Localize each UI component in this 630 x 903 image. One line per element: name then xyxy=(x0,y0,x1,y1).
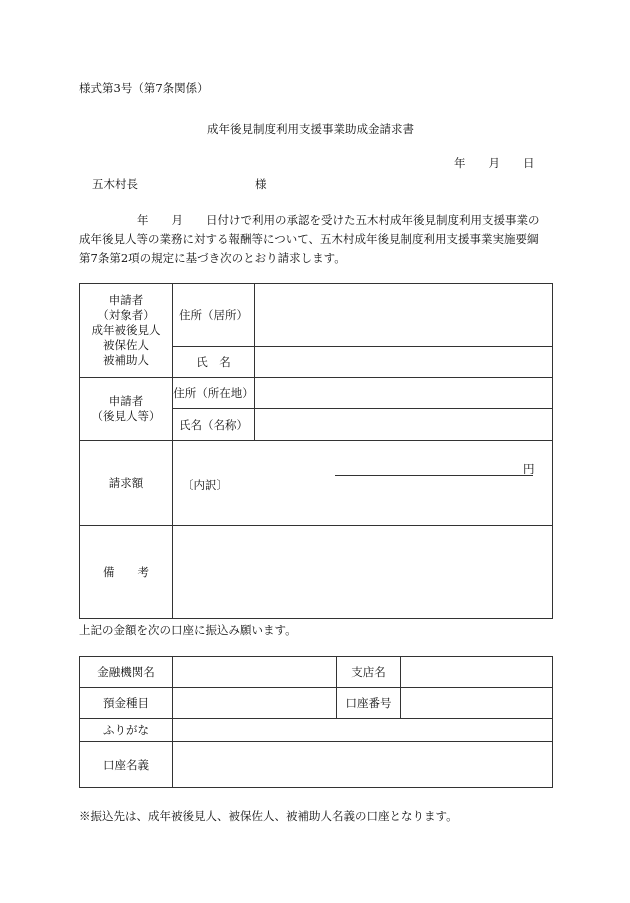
name2-label: 氏名（名称） xyxy=(173,409,255,441)
account-holder-label: 口座名義 xyxy=(80,742,173,788)
header-line: 申請者 xyxy=(108,394,144,408)
honorific: 様 xyxy=(255,177,267,191)
remarks-label: 備 考 xyxy=(80,526,173,619)
claim-amount-line xyxy=(335,475,533,476)
header-line: 被補助人 xyxy=(103,353,149,367)
branch-field[interactable] xyxy=(401,657,553,688)
account-number-field[interactable] xyxy=(401,688,553,719)
header-line: （対象者） xyxy=(97,308,155,322)
address2-field[interactable] xyxy=(255,378,553,409)
applicant-table xyxy=(79,283,553,619)
breakdown-label: 〔内訳〕 xyxy=(182,478,228,492)
name2-field[interactable] xyxy=(255,409,553,441)
footnote: ※振込先は、成年被後見人、被保佐人、被補助人名義の口座となります。 xyxy=(79,809,458,823)
form-title: 成年後見制度利用支援事業助成金請求書 xyxy=(207,122,414,136)
account-number-label: 口座番号 xyxy=(337,688,401,719)
addressee: 五木村長 xyxy=(92,177,138,191)
furigana-field[interactable] xyxy=(173,719,553,742)
bank-table xyxy=(79,656,553,788)
header-line: （後見人等） xyxy=(91,409,161,423)
date-line: 年 月 日 xyxy=(454,156,535,170)
applicant-subject-header xyxy=(80,284,173,378)
bank-name-label: 金融機関名 xyxy=(80,657,173,688)
name-field[interactable] xyxy=(255,347,553,378)
transfer-note: 上記の金額を次の口座に振込み願います。 xyxy=(79,623,297,637)
branch-label: 支店名 xyxy=(337,657,401,688)
body-line-3: 第7条第2項の規定に基づき次のとおり請求します。 xyxy=(79,251,346,265)
address2-label: 住所（所在地） xyxy=(173,378,255,409)
account-type-label: 預金種目 xyxy=(80,688,173,719)
address-field[interactable] xyxy=(255,284,553,347)
account-type-field[interactable] xyxy=(173,688,337,719)
account-holder-field[interactable] xyxy=(173,742,553,788)
name-label: 氏 名 xyxy=(173,347,255,378)
bank-name-field[interactable] xyxy=(173,657,337,688)
claim-field[interactable] xyxy=(173,441,553,526)
header-line: 申請者 xyxy=(108,293,144,307)
address-label: 住所（居所） xyxy=(173,284,255,347)
header-line: 成年被後見人 xyxy=(91,323,161,337)
applicant-guardian-header xyxy=(80,378,173,441)
body-line-1: 年 月 日付けで利用の承認を受けた五木村成年後見制度利用支援事業の xyxy=(137,213,540,227)
remarks-field[interactable] xyxy=(173,526,553,619)
body-line-2: 成年後見人等の業務に対する報酬等について、五木村成年後見制度利用支援事業実施要綱 xyxy=(79,232,539,246)
header-line: 被保佐人 xyxy=(103,338,149,352)
yen-unit: 円 xyxy=(523,462,535,476)
furigana-label: ふりがな xyxy=(80,719,173,742)
claim-label: 請求額 xyxy=(80,441,173,526)
form-number: 様式第3号（第7条関係） xyxy=(79,81,209,95)
